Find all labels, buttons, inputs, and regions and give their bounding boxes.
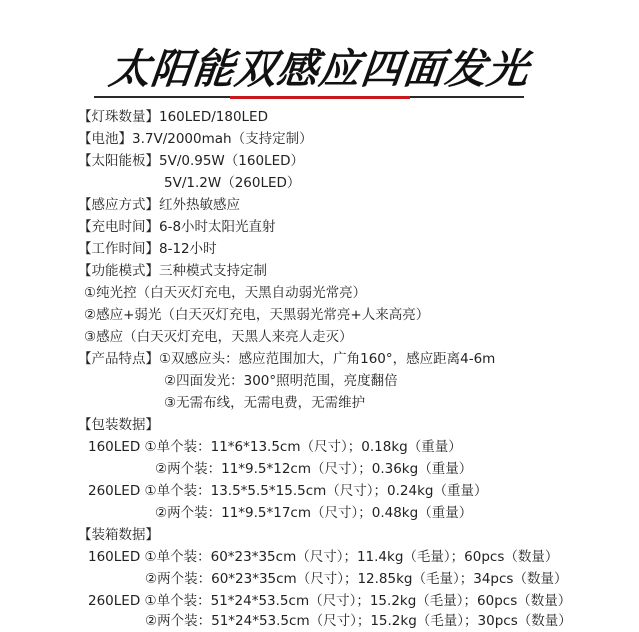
feature-item-3: ③无需布线，无需电费，无需维护	[164, 395, 366, 411]
spec-charge-time: 【充电时间】6-8小时太阳光直射	[78, 219, 276, 235]
carton-heading: 【装箱数据】	[78, 527, 159, 543]
title-underline-accent	[230, 96, 410, 99]
carton-row: ②两个装：51*24*53.5cm（尺寸）；15.2kg（毛量）；30pcs（数量）	[145, 613, 572, 629]
spec-solar-panel: 【太阳能板】5V/0.95W（160LED）	[78, 153, 304, 169]
feature-item-2: ②四面发光：300°照明范围，亮度翻倍	[164, 373, 398, 389]
packaging-row: 160LED ①单个装：11*6*13.5cm（尺寸）；0.18kg（重量）	[88, 439, 462, 455]
feature-item-1: 【产品特点】①双感应头：感应范围加大，广角160°，感应距离4-6m	[78, 351, 496, 367]
spec-sensor-type: 【感应方式】红外热敏感应	[78, 197, 240, 213]
packaging-row: ②两个装：11*9.5*12cm（尺寸）；0.36kg（重量）	[155, 461, 473, 477]
mode-item-2: ②感应+弱光（白天灭灯充电，天黑弱光常亮+人来高亮）	[84, 307, 430, 323]
carton-row: ②两个装：60*23*35cm（尺寸）；12.85kg（毛量）；34pcs（数量）	[145, 571, 568, 587]
page-title: 太阳能双感应四面发光	[106, 45, 532, 93]
spec-led-count: 【灯珠数量】160LED/180LED	[78, 109, 268, 125]
spec-function-mode: 【功能模式】三种模式支持定制	[78, 263, 267, 279]
packaging-row: ②两个装：11*9.5*17cm（尺寸）；0.48kg（重量）	[155, 505, 473, 521]
spec-battery: 【电池】3.7V/2000mah（支持定制）	[78, 131, 313, 147]
mode-item-3: ③感应（白天灭灯充电，天黑人来亮人走灭）	[84, 329, 353, 345]
spec-solar-panel-alt: 5V/1.2W（260LED）	[164, 175, 301, 191]
packaging-row: 260LED ①单个装：13.5*5.5*15.5cm（尺寸）；0.24kg（重量）	[88, 483, 488, 499]
mode-item-1: ①纯光控（白天灭灯充电，天黑自动弱光常亮）	[84, 285, 367, 301]
carton-row: 160LED ①单个装：60*23*35cm（尺寸）；11.4kg（毛量）；60pcs（数量）	[88, 549, 559, 565]
spec-work-time: 【工作时间】8-12小时	[78, 241, 217, 257]
carton-row: 260LED ①单个装：51*24*53.5cm（尺寸）；15.2kg（毛量）；60pcs（数量）	[88, 593, 572, 609]
packaging-heading: 【包装数据】	[78, 417, 159, 433]
